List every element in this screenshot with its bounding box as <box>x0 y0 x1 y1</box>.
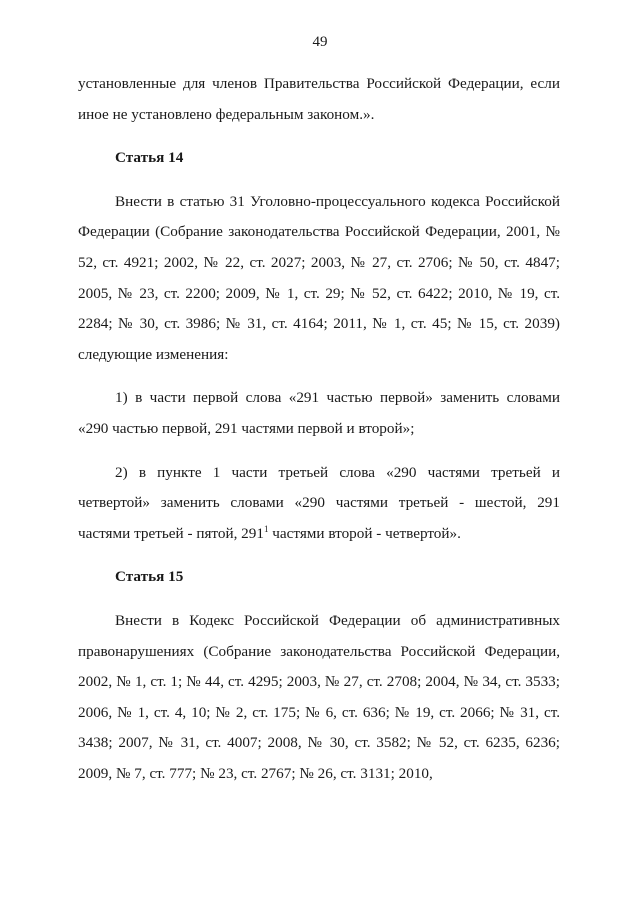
article-15-intro-paragraph: Внести в Кодекс Российской Федерации об административных правонарушениях (Собрание законодательства Российской Федерации, 2002, № 1, ст. 1; № 44, ст. 4295; 2003, № 27, ст. 2708; 2004, № 34, ст. 3533; 2006, № 1, ст. 4, 10; № 2, ст. 175; № 6, ст. 636; № 19, ст. 2066; № 31, ст. 3438; 2007, № 31, ст. 4007; 2008, № 30, ст. 3582; № 52, ст. 6235, 6236; 2009, № 7, ст. 777; № 23, ст. 2767; № 26, ст. 3131; 2010, <box>78 611 560 782</box>
spacer <box>78 370 560 383</box>
spacer <box>78 130 560 143</box>
article-14-item-2 <box>78 458 560 550</box>
article-14-heading: Статья 14 <box>115 149 184 167</box>
spacer <box>78 549 560 562</box>
article-14-intro-paragraph: Внести в статью 31 Уголовно-процессуального кодекса Российской Федерации (Собрание законодательства Российской Федерации, 2001, № 52, ст. 4921; 2002, № 22, ст. 2027; 2003, № 27, ст. 2706; № 50, ст. 4847; 2005, № 23, ст. 2200; 2009, № 1, ст. 29; № 52, ст. 6422; 2010, № 19, ст. 2284; № 30, ст. 3986; № 31, ст. 4164; 2011, № 1, ст. 45; № 15, ст. 2039) следующие изменения: <box>78 192 560 363</box>
page-number: 49 <box>312 34 328 50</box>
item-2-text-part-a: 2) в пункте 1 части третьей слова «290 частями третьей и четвертой» заменить словами «290 частями третьей - шестой, 291 частями третьей - пятой, 291 <box>78 463 560 542</box>
item-2-text-part-b: частями второй - четвертой». <box>268 524 461 542</box>
spacer <box>78 593 560 606</box>
document-body <box>78 69 560 789</box>
spacer <box>78 445 560 458</box>
superscript-index: 1 <box>263 523 269 534</box>
article-15-heading: Статья 15 <box>115 568 184 586</box>
spacer <box>78 174 560 187</box>
paragraph-continuation: установленные для членов Правительства Российской Федерации, если иное не установлено федеральным законом.». <box>78 75 560 123</box>
article-14-item-1: 1) в части первой слова «291 частью первой» заменить словами «290 частью первой, 291 частями первой и второй»; <box>78 389 560 437</box>
